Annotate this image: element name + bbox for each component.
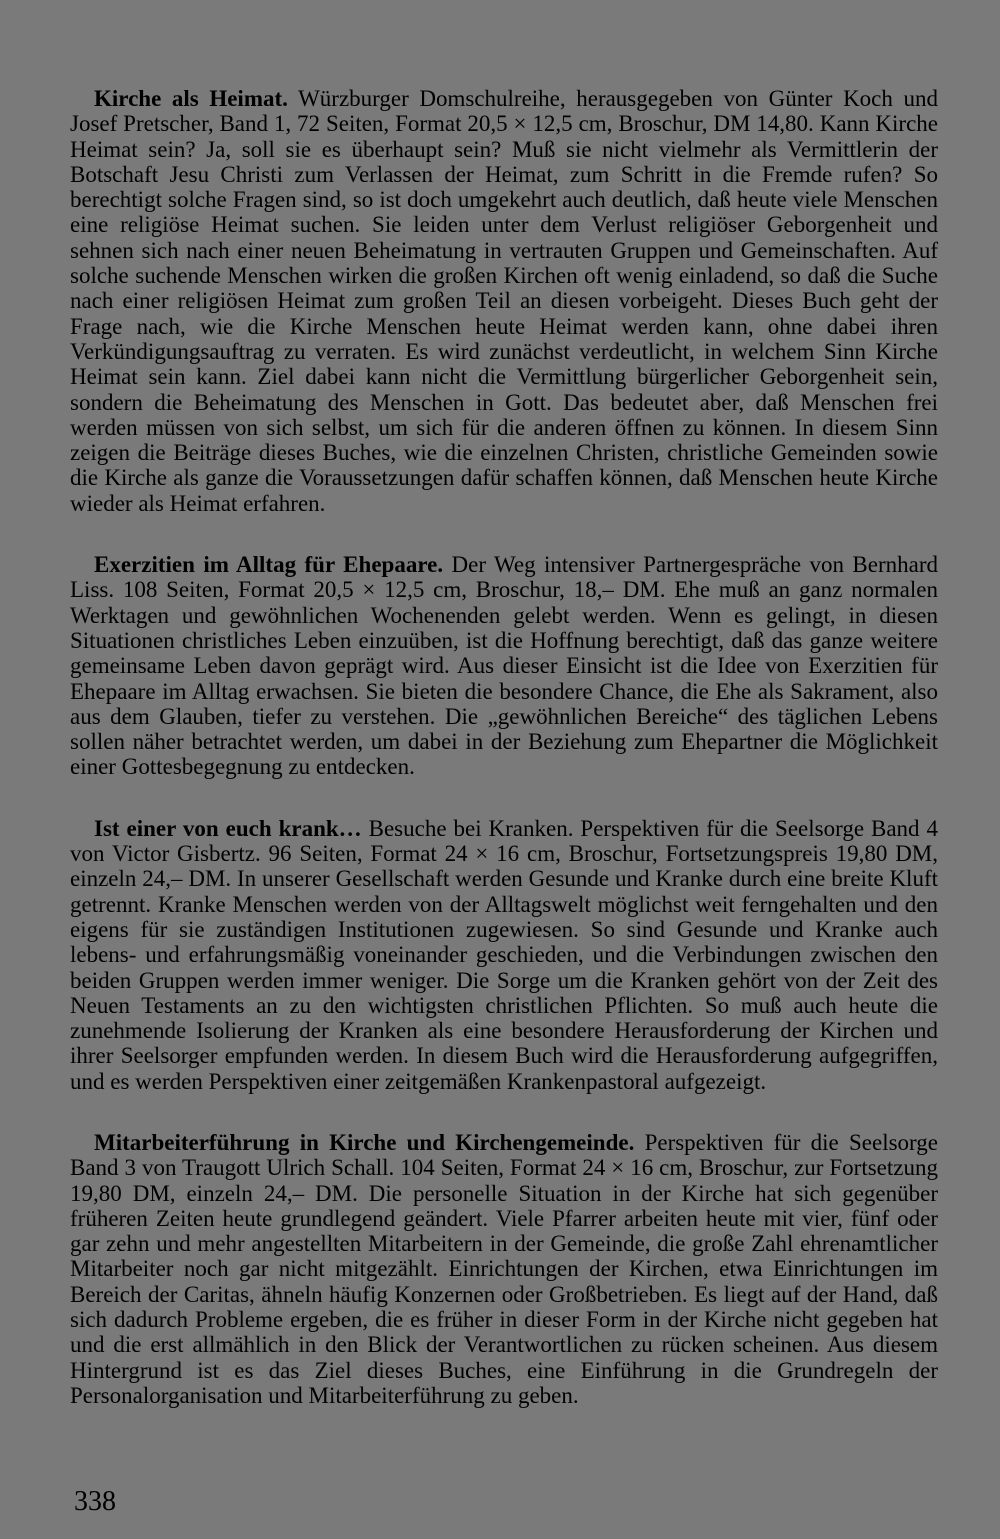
book-title: Ist einer von euch krank… <box>94 815 362 841</box>
page-number: 338 <box>74 1486 116 1517</box>
entry-paragraph <box>70 816 938 1094</box>
book-entry <box>70 816 938 1094</box>
book-description: Besuche bei Kranken. Perspektiven für die Seelsorge Band 4 von Victor Gisbertz. 96 Seiten, Format 24 × 16 cm, Broschur, Fortsetzungspreis 19,80 DM, einzeln 24,– DM. In unserer Gesellschaft werden Gesunde und Kranke durch eine breite Kluft getrennt. Kranke Menschen werden von der Alltagswelt möglichst weit ferngehalten und den eigens für sie zuständigen Institutionen zugewiesen. So sind Gesunde und Kranke auch lebens- und erfahrungsmäßig voneinander geschieden, und die Verbindungen zwischen den beiden Gruppen werden immer weniger. Die Sorge um die Kranken gehört von der Zeit des Neuen Testaments an zu den wichtigsten christlichen Pflichten. So muß auch heute die zunehmende Isolierung der Kranken als eine besondere Herausforderung der Kirchen und ihrer Seelsorger empfunden werden. In diesem Buch wird die Herausforderung aufgegriffen, und es werden Perspektiven einer zeitgemäßen Krankenpastoral aufgezeigt. <box>70 815 938 1094</box>
book-title: Mitarbeiterführung in Kirche und Kirchengemeinde. <box>94 1129 635 1155</box>
page-body <box>70 86 938 1444</box>
book-description: Der Weg intensiver Partnergespräche von Bernhard Liss. 108 Seiten, Format 20,5 × 12,5 cm, Broschur, 18,– DM. Ehe muß an ganz normalen Werktagen und gewöhnlichen Wochenenden gelebt werden. Wenn es gelingt, in diesen Situationen christliches Leben einzuüben, ist die Hoffnung berechtigt, daß das ganze weitere gemeinsame Leben davon geprägt wird. Aus dieser Einsicht ist die Idee von Exerzitien für Ehepaare im Alltag erwachsen. Sie bieten die besondere Chance, die Ehe als Sakrament, also aus dem Glauben, tiefer zu verstehen. Die „gewöhnlichen Bereiche“ des täglichen Lebens sollen näher betrachtet werden, um dabei in der Beziehung zum Ehepartner die Möglichkeit einer Gottesbegegnung zu entdecken. <box>70 552 938 780</box>
entry-paragraph <box>70 1130 938 1408</box>
book-entry <box>70 552 938 780</box>
entry-paragraph <box>70 552 938 780</box>
book-title: Kirche als Heimat. <box>94 86 288 111</box>
book-entry <box>70 1130 938 1408</box>
book-description: Perspektiven für die Seelsorge Band 3 von Traugott Ulrich Schall. 104 Seiten, Format 24 × 16 cm, Broschur, zur Fortsetzung 19,80 DM, einzeln 24,– DM. Die personelle Situation in der Kirche hat sich gegenüber früheren Zeiten heute grundlegend geändert. Viele Pfarrer arbeiten heute mit vier, fünf oder gar zehn und mehr angestellten Mitarbeitern in der Gemeinde, die große Zahl ehrenamtlicher Mitarbeiter noch gar nicht mitgezählt. Einrichtungen der Kirchen, etwa Einrichtungen im Bereich der Caritas, ähneln häufig Konzernen oder Großbetrieben. Es liegt auf der Hand, daß sich dadurch Probleme ergeben, die es früher in dieser Form in der Kirche nicht gegeben hat und die erst allmählich in den Blick der Verantwortlichen zu rücken scheinen. Aus diesem Hintergrund ist es das Ziel dieses Buches, eine Einführung in die Grundregeln der Personalorganisation und Mitarbeiterführung zu geben. <box>70 1129 938 1408</box>
book-entry <box>70 86 938 516</box>
entry-paragraph <box>70 86 938 516</box>
book-description: Würzburger Domschulreihe, herausgegeben von Günter Koch und Josef Pretscher, Band 1, 72 Seiten, Format 20,5 × 12,5 cm, Broschur, DM 14,80. Kann Kirche Heimat sein? Ja, soll sie es überhaupt sein? Muß sie nicht vielmehr als Vermittlerin der Botschaft Jesu Christi zum Verlassen der Heimat, zum Schritt in die Fremde rufen? So berechtigt solche Fragen sind, so ist doch umgekehrt auch deutlich, daß heute viele Menschen eine religiöse Heimat suchen. Sie leiden unter dem Verlust religiöser Geborgenheit und sehnen sich nach einer neuen Beheimatung in vertrauten Gruppen und Gemeinschaften. Auf solche suchende Menschen wirken die großen Kirchen oft wenig einladend, so daß die Suche nach einer religiösen Heimat zum großen Teil an diesen vorbeigeht. Dieses Buch geht der Frage nach, wie die Kirche Menschen heute Heimat werden kann, ohne dabei ihren Verkündigungsauftrag zu verraten. Es wird zunächst verdeutlicht, in welchem Sinn Kirche Heimat sein kann. Ziel dabei kann nicht die Vermittlung bürgerlicher Geborgenheit sein, sondern die Beheimatung des Menschen in Gott. Das bedeutet aber, daß Menschen frei werden müssen von sich selbst, um sich für die anderen öffnen zu können. In diesem Sinn zeigen die Beiträge dieses Buches, wie die einzelnen Christen, christliche Gemeinden sowie die Kirche als ganze die Voraussetzungen dafür schaffen können, daß Menschen heute Kirche wieder als Heimat erfahren. <box>70 86 938 516</box>
book-title: Exerzitien im Alltag für Ehepaare. <box>94 552 444 578</box>
